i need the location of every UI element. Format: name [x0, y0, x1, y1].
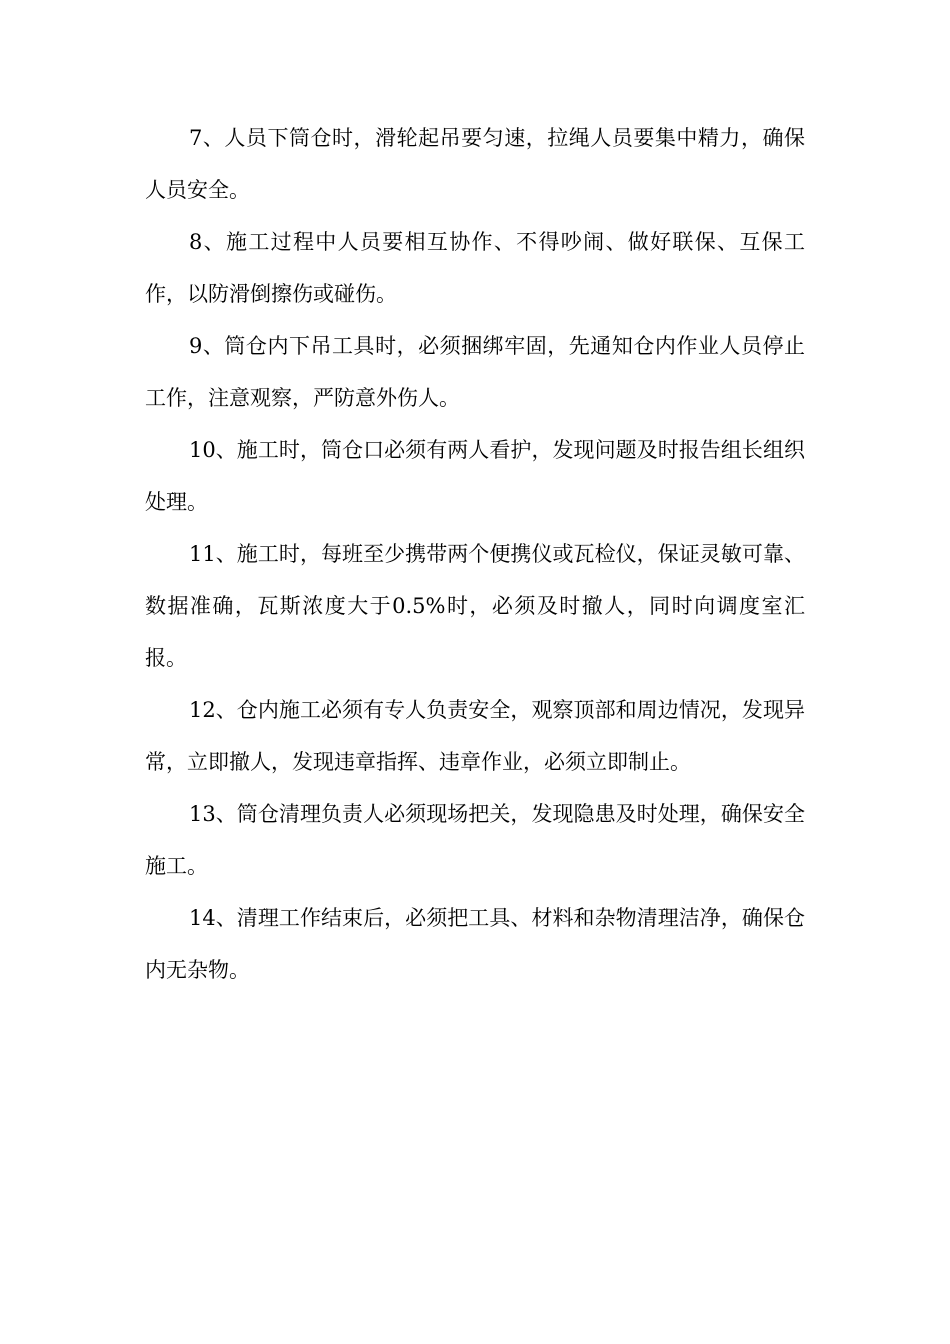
paragraph-item-7: 7、人员下筒仓时，滑轮起吊要匀速，拉绳人员要集中精力，确保人员安全。 [145, 126, 805, 202]
document-body [145, 112, 805, 996]
paragraph-item-8: 8、施工过程中人员要相互协作、不得吵闹、做好联保、互保工作，以防滑倒擦伤或碰伤。 [145, 230, 805, 306]
paragraph-item-10: 10、施工时，筒仓口必须有两人看护，发现问题及时报告组长组织处理。 [145, 438, 805, 514]
paragraph-item-12: 12、仓内施工必须有专人负责安全，观察顶部和周边情况，发现异常，立即撤人，发现违章指挥、违章作业，必须立即制止。 [145, 698, 805, 774]
paragraph-item-9: 9、筒仓内下吊工具时，必须捆绑牢固，先通知仓内作业人员停止工作，注意观察，严防意外伤人。 [145, 334, 805, 410]
paragraph-item-14: 14、清理工作结束后，必须把工具、材料和杂物清理洁净，确保仓内无杂物。 [145, 906, 805, 982]
paragraph-item-11: 11、施工时，每班至少携带两个便携仪或瓦检仪，保证灵敏可靠、数据准确，瓦斯浓度大于0.5%时，必须及时撤人，同时向调度室汇报。 [145, 542, 805, 670]
paragraph-item-13: 13、筒仓清理负责人必须现场把关，发现隐患及时处理，确保安全施工。 [145, 802, 805, 878]
